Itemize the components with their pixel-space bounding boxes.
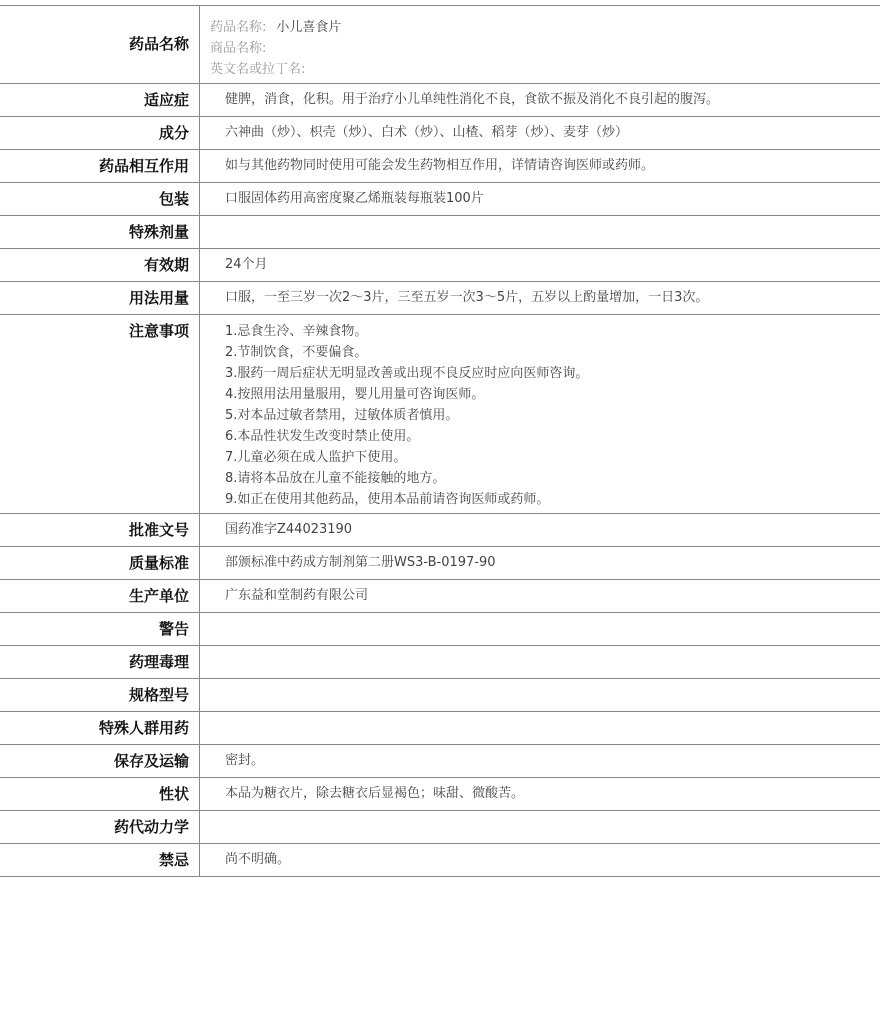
precaution-item: 8.请将本品放在儿童不能接触的地方。: [225, 471, 446, 486]
label-drug-name: 药品名称: [0, 6, 200, 83]
english-name-line: [210, 59, 870, 80]
label-precautions: 注意事项: [0, 315, 200, 513]
row-description: [0, 778, 880, 811]
precaution-item: 6.本品性状发生改变时禁止使用。: [225, 429, 420, 444]
label-manufacturer: 生产单位: [0, 580, 200, 612]
label-interactions: 药品相互作用: [0, 150, 200, 182]
label-expiry: 有效期: [0, 249, 200, 281]
row-pharmacokinetics: [0, 811, 880, 844]
value-dosage: 口服，一至三岁一次2～3片，三至五岁一次3～5片，五岁以上酌量增加，一日3次。: [225, 290, 709, 305]
value-approval: 国药准字Z44023190: [225, 522, 353, 537]
value-description: 本品为糖衣片，除去糖衣后显褐色；味甜、微酸苦。: [225, 786, 525, 801]
value-specification: [200, 679, 880, 711]
label-ingredients: 成分: [0, 117, 200, 149]
generic-name-value: 小儿喜食片: [276, 20, 342, 35]
row-drug-name: [0, 6, 880, 84]
precaution-item: 2.节制饮食，不要偏食。: [225, 345, 368, 360]
value-manufacturer: 广东益和堂制药有限公司: [225, 588, 369, 603]
precaution-item: 1.忌食生冷、辛辣食物。: [225, 324, 368, 339]
precaution-item: 7.儿童必须在成人监护下使用。: [225, 450, 407, 465]
row-packaging: [0, 183, 880, 216]
label-toxicology: 药理毒理: [0, 646, 200, 678]
label-description: 性状: [0, 778, 200, 810]
value-standard: 部颁标准中药成方制剂第二册WS3-B-0197-90: [225, 555, 496, 570]
label-storage: 保存及运输: [0, 745, 200, 777]
row-standard: [0, 547, 880, 580]
label-special-groups: 特殊人群用药: [0, 712, 200, 744]
row-ingredients: [0, 117, 880, 150]
label-specification: 规格型号: [0, 679, 200, 711]
precaution-item: 3.服药一周后症状无明显改善或出现不良反应时应向医师咨询。: [225, 366, 589, 381]
generic-name-line: [210, 17, 870, 38]
row-dosage: [0, 282, 880, 315]
label-approval: 批准文号: [0, 514, 200, 546]
row-expiry: [0, 249, 880, 282]
row-contraindications: [0, 844, 880, 877]
row-storage: [0, 745, 880, 778]
precaution-item: 9.如正在使用其他药品，使用本品前请咨询医师或药师。: [225, 492, 550, 507]
row-special-dose: [0, 216, 880, 249]
precaution-item: 5.对本品过敏者禁用，过敏体质者慎用。: [225, 408, 459, 423]
row-special-groups: [0, 712, 880, 745]
row-manufacturer: [0, 580, 880, 613]
label-indications: 适应症: [0, 84, 200, 116]
label-warning: 警告: [0, 613, 200, 645]
value-ingredients: 六神曲（炒）、枳壳（炒）、白术（炒）、山楂、稻芽（炒）、麦芽（炒）: [225, 125, 629, 140]
value-contraindications: 尚不明确。: [225, 852, 291, 867]
row-interactions: [0, 150, 880, 183]
value-toxicology: [200, 646, 880, 678]
row-toxicology: [0, 646, 880, 679]
generic-name-label: 药品名称:: [210, 20, 267, 35]
row-approval: [0, 514, 880, 547]
value-storage: 密封。: [225, 753, 265, 768]
label-special-dose: 特殊剂量: [0, 216, 200, 248]
value-warning: [200, 613, 880, 645]
row-precautions: [0, 315, 880, 514]
label-packaging: 包装: [0, 183, 200, 215]
precaution-item: 4.按照用法用量服用，婴儿用量可咨询医师。: [225, 387, 485, 402]
value-special-dose: [200, 216, 880, 248]
value-special-groups: [200, 712, 880, 744]
value-packaging: 口服固体药用高密度聚乙烯瓶装每瓶装100片: [225, 191, 484, 206]
value-interactions: 如与其他药物同时使用可能会发生药物相互作用，详情请咨询医师或药师。: [225, 158, 655, 173]
drug-name-block: [200, 6, 880, 83]
label-dosage: 用法用量: [0, 282, 200, 314]
english-name-label: 英文名或拉丁名:: [210, 62, 306, 77]
row-specification: [0, 679, 880, 712]
drug-info-table: [0, 5, 880, 877]
label-contraindications: 禁忌: [0, 844, 200, 876]
row-warning: [0, 613, 880, 646]
label-pharmacokinetics: 药代动力学: [0, 811, 200, 843]
value-indications: 健脾，消食，化积。用于治疗小儿单纯性消化不良，食欲不振及消化不良引起的腹泻。: [225, 92, 720, 107]
row-indications: [0, 84, 880, 117]
label-standard: 质量标准: [0, 547, 200, 579]
value-expiry: 24个月: [225, 257, 268, 272]
precautions-list: [200, 315, 880, 513]
trade-name-label: 商品名称:: [210, 41, 267, 56]
trade-name-line: [210, 38, 870, 59]
value-pharmacokinetics: [200, 811, 880, 843]
